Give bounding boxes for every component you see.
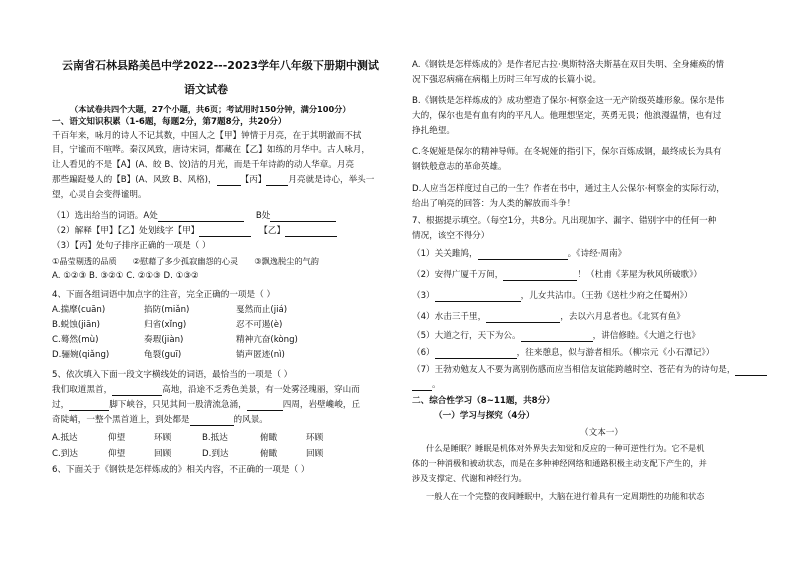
fill-item: （6） ，往来憩息，似与游者相乐。（柳宗元《小石潭记》）	[412, 348, 715, 358]
option-row: C.到达 仰望 回顾 D.到达 俯瞰 回顾	[52, 449, 324, 459]
option-row: B.蜕蚀(jiān) 归省(xǐng) 忍不可遏(è)	[52, 320, 283, 330]
blank-label: 【丙】	[240, 175, 267, 185]
question-3-options: ①晶莹剔透的品质 ②慰藉了多少孤寂幽怨的心灵 ③飘逸脱尘的气韵	[52, 256, 319, 266]
option-a-line: 况下强忍病痛在病榻上历时三年写成的长篇小说。	[412, 75, 602, 85]
text-label: （文本一）	[580, 428, 623, 438]
option-row: A.揣摩(cuān) 掐防(miǎn) 戛然而止(jiá)	[52, 305, 288, 315]
option-d-line: D.人应当怎样度过自己的一生？作者在书中，通过主人公保尔·柯察金的实际行动，	[412, 184, 725, 194]
reading-line: 涉及支撑定、代谢和神经行为。	[412, 473, 527, 483]
reading-line: 体的一种消极和被动状态，而是在多种神经网络和通路积极主动支配下产生的，并	[412, 458, 707, 468]
option-b-line: B.《钢铁是怎样炼成的》成功塑造了保尔·柯察金这一无产阶级英雄形象。保尔是伟	[412, 96, 725, 106]
exam-title: 云南省石林县路美邑中学2022---2023学年八年级下册期中测试	[62, 59, 379, 72]
question-3: （3）【丙】处句子排序正确的一项是（ ）	[52, 241, 211, 251]
passage-text: 那些蹁跹曼人的【B】(A、风致 B、风格)，	[52, 175, 217, 185]
fill-item: 。	[412, 380, 441, 391]
option-row: C.蓦然(mù) 奏瑕(jiàn) 精神亢奋(kòng)	[52, 335, 298, 345]
passage-line: 让人看见的不是【A】(A、皎 B、饺)洁的月光，而是千年诗韵的动人华章。月亮	[52, 160, 355, 170]
answer-blank[interactable]	[247, 401, 283, 411]
section-1-heading: 一、语文知识积累（1-6题，每题2分，第7题8分，共20分）	[52, 117, 287, 127]
answer-blank[interactable]	[69, 401, 109, 411]
reading-line: 一般人在一个完整的夜间睡眠中，大脑在进行着具有一定周期性的功能和状态	[426, 491, 705, 501]
answer-blank[interactable]	[735, 366, 767, 376]
section-2-heading: 二、综合性学习（8~11题，共8分）	[412, 396, 555, 406]
passage-line: 我们取道黑首， 高地，沿途不乏秀色美景，有一处雾泾瑰丽，穿山而	[52, 385, 360, 395]
answer-blank[interactable]	[503, 271, 577, 281]
answer-blank[interactable]	[435, 349, 517, 359]
option-row: A.抵达 仰望 环顾 B.抵达 俯瞰 环顾	[52, 433, 324, 443]
question-1: （1）选出给当的词语。A处 B处	[52, 211, 336, 222]
fill-item: （4）水击三千里， ，去以六月息者也。《北冥有鱼》	[412, 312, 685, 322]
answer-blank[interactable]	[486, 313, 560, 323]
option-row: D.骊婉(qiǎng) 龟裂(guī) 销声匿迹(nì)	[52, 350, 285, 360]
answer-blank[interactable]	[158, 212, 244, 222]
question-7: 情况，该空不得分）	[412, 231, 490, 241]
exam-subtitle: 语文试卷	[184, 83, 228, 96]
option-c-line: C.冬妮娅是保尔的精神导师。在冬妮娅的指引下，保尔百炼成钢，最终成长为具有	[412, 147, 722, 157]
answer-blank[interactable]	[435, 292, 521, 302]
answer-blank[interactable]	[190, 416, 234, 426]
question-6: 6、下面关于《钢铁是怎样炼成的》相关内容，不正确的一项是（ ）	[52, 465, 310, 475]
answer-blank[interactable]	[412, 381, 432, 391]
passage-line: 过， 脚下峡谷，只见其间一股清流急涌， 四周，岩壁巉峻，丘	[52, 400, 361, 410]
answer-blank[interactable]	[217, 176, 241, 186]
option-c-line: 钢铁般意志的革命英雄。	[412, 162, 507, 172]
fill-item: （2）安得广厦千万间， ！（杜甫《茅屋为秋风所破歌》）	[412, 270, 703, 280]
question-3-choices: A. ①②③ B. ③②① C. ②①③ D. ①③②	[52, 271, 199, 281]
option-b-line: 挣扎绝望。	[412, 126, 455, 136]
passage-line	[52, 175, 374, 186]
reading-line: 什么是睡眠？睡眠是机体对外界失去知觉和反应的一种可逆性行为。它不是机	[426, 443, 705, 453]
answer-blank[interactable]	[266, 176, 288, 186]
fill-item: （7）王勃劝勉友人不要为离别伤感而应当相信友谊能跨越时空、苍茫有为的诗句是，	[412, 365, 767, 376]
option-b-line: 大的，保尔也是有血有肉的平凡人。他理想坚定，英勇无畏；他浪漫温情，也有过	[412, 111, 722, 121]
fill-item: （1）关关雎鸠， 。《诗经·周南》	[412, 249, 627, 259]
answer-blank[interactable]	[521, 332, 593, 342]
question-5: 5、依次填入下面一段文字横线处的词语，最恰当的一项是（ ）	[52, 370, 293, 380]
subsection-heading: （一）学习与探究（4分）	[434, 411, 535, 421]
answer-blank[interactable]	[199, 227, 251, 237]
passage-line: 千百年来，咏月的诗人不记其数，中国人之【甲】钟情于月亮，在于其明澈而不拭	[52, 131, 362, 141]
answer-blank[interactable]	[285, 227, 337, 237]
option-d-line: 给出了响亮的回答：为人类的解放而斗争！	[412, 199, 576, 209]
answer-blank[interactable]	[270, 212, 336, 222]
question-2: （2）解释【甲】【乙】处划线字【甲】 【乙】	[52, 226, 337, 237]
passage-text: 月亮就是诗心，举头一	[288, 175, 375, 185]
exam-note: （本试卷共四个大题，27个小题，共6页；考试用时150分钟，满分100分）	[70, 104, 351, 114]
passage-line: 目，宁谧而不喧哗。秦汉风致，唐诗宋词，都藏在【乙】如练的月华中。古人咏月，	[52, 145, 370, 155]
question-7: 7、根据提示填空。（每空1分，共8分。凡出现加字、漏字、错别字中的任何一种	[412, 216, 717, 226]
passage-line: 奇陡峭，一整个黑首道上，到处都是 的风景。	[52, 415, 268, 425]
fill-item: （5）大道之行，天下为公。 ，讲信修睦。《大道之行也》	[412, 331, 701, 341]
answer-blank[interactable]	[112, 386, 162, 396]
option-a-line: A.《钢铁是怎样炼成的》是作者尼古拉·奥斯特洛夫斯基在双目失明、全身瘫痪的情	[412, 60, 724, 70]
passage-line: 望，心灵自会变得谧明。	[52, 190, 147, 200]
question-4: 4、下面各组词语中加点字的注音，完全正确的一项是（ ）	[52, 290, 276, 300]
answer-blank[interactable]	[478, 250, 568, 260]
fill-item: （3） ，儿女共沾巾。（王勃《送杜少府之任蜀州》）	[412, 291, 693, 301]
